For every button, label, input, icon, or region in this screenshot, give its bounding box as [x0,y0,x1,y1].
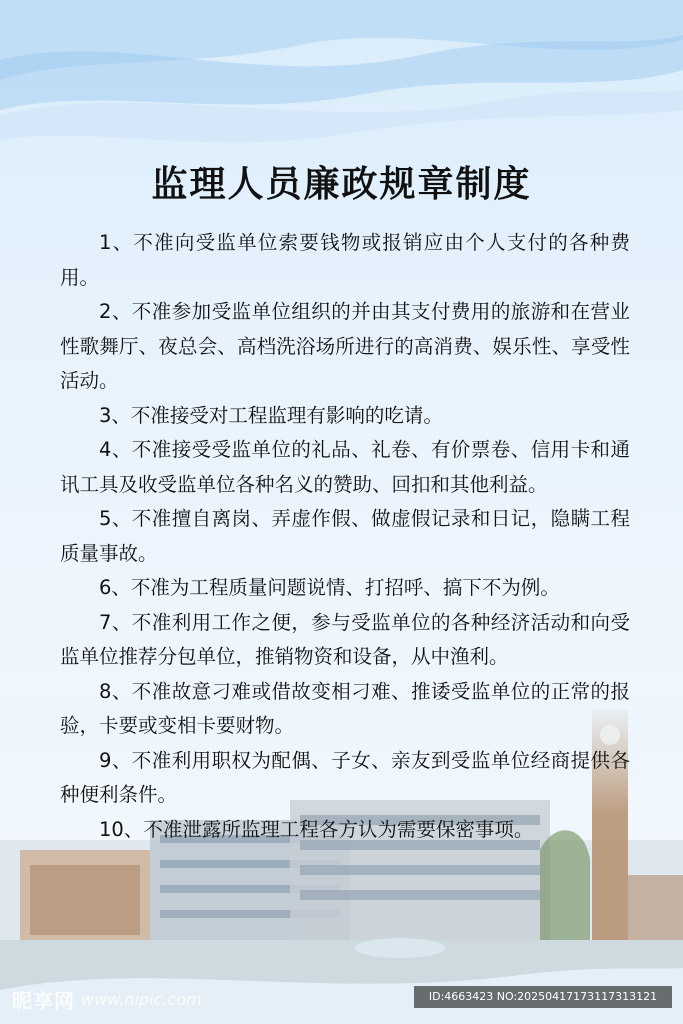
rule-item: 1、不准向受监单位索要钱物或报销应由个人支付的各种费用。 [60,231,630,289]
rule-item: 5、不准擅自离岗、弄虚作假、做虚假记录和日记，隐瞒工程质量事故。 [60,507,630,565]
rule-item: 3、不准接受对工程监理有影响的吃请。 [99,403,443,427]
rule-item: 4、不准接受受监单位的礼品、礼卷、有价票卷、信用卡和通讯工具及收受监单位各种名义的赞助、回扣和其他利益。 [60,438,630,496]
rule-item: 8、不准故意刁难或借故变相刁难、推诿受监单位的正常的报验，卡要或变相卡要财物。 [60,679,630,737]
rule-item: 10、不准泄露所监理工程各方认为需要保密事项。 [99,817,534,841]
background-wave-decoration [0,0,683,160]
watermark-url: www.nipic.com [81,989,202,1009]
site-watermark [12,984,202,1014]
rule-item: 2、不准参加受监单位组织的并由其支付费用的旅游和在营业性歌舞厅、夜总会、高档洗浴场所进行的高消费、娱乐性、享受性活动。 [60,300,630,392]
rule-item: 6、不准为工程质量问题说情、打招呼、搞下不为例。 [99,576,560,599]
image-id-label: ID:4663423 NO:20250417173117313121 [414,986,672,1008]
page-title: 监理人员廉政规章制度 [151,163,532,205]
rules-list [60,226,630,847]
rule-item: 7、不准利用工作之便，参与受监单位的各种经济活动和向受监单位推荐分包单位，推销物资和设备，从中渔利。 [60,610,630,668]
watermark-logo: 昵享网 [12,988,75,1013]
rule-item: 9、不准利用职权为配偶、子女、亲友到受监单位经商提供各种便利条件。 [60,748,630,806]
